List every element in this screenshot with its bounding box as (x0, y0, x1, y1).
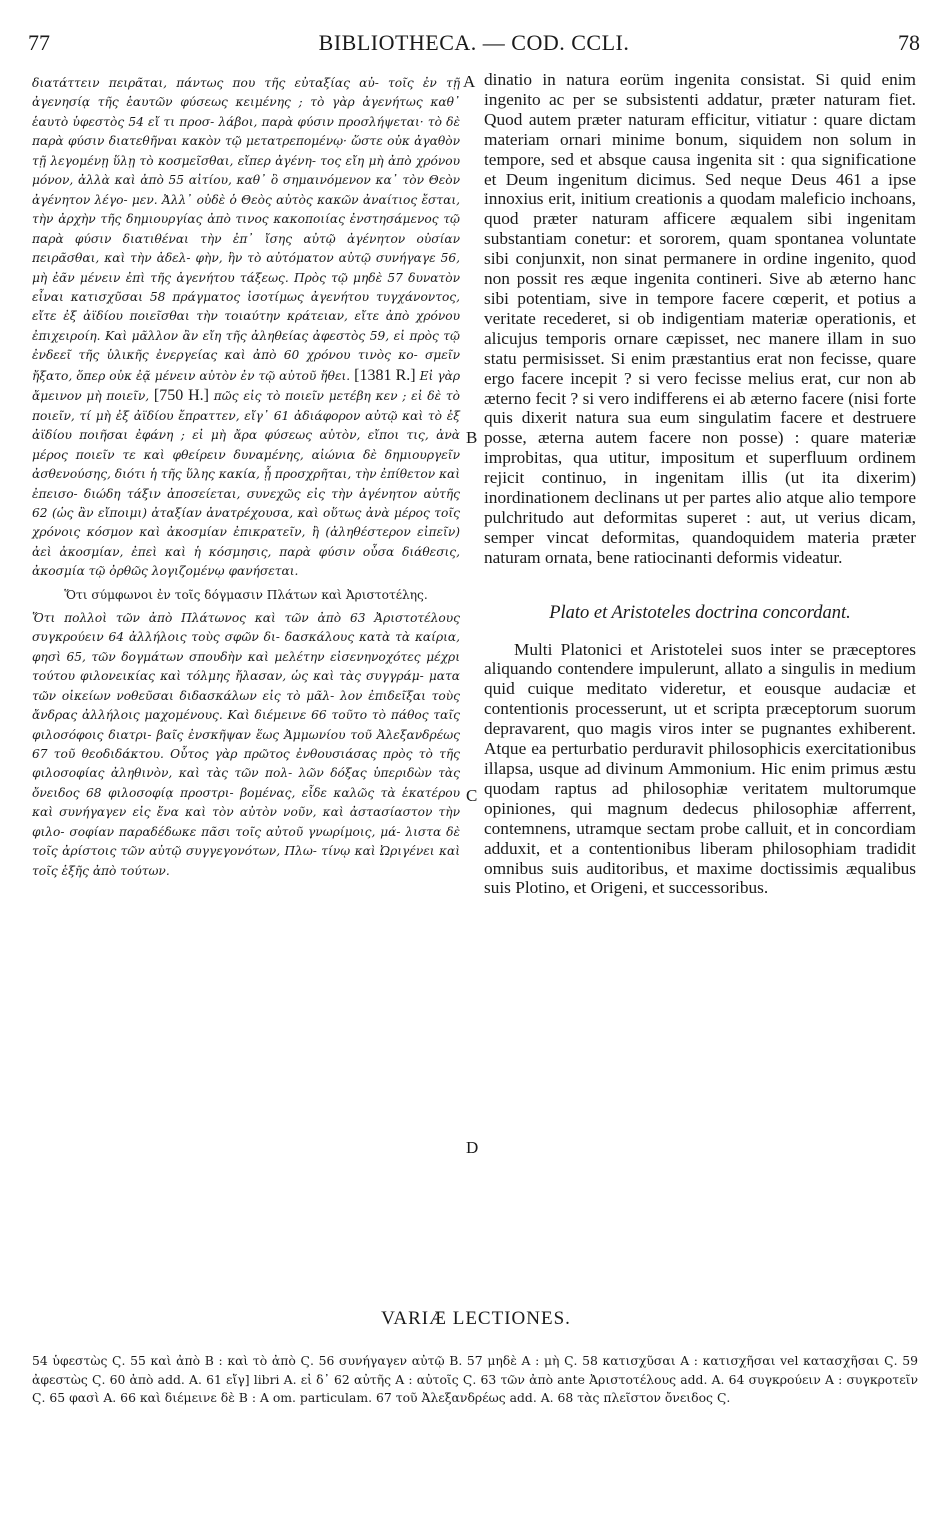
greek-paragraph (32, 74, 460, 582)
page-reference: [750 H.] (153, 387, 210, 405)
critical-apparatus: 54 ὑφεστὼς Ϛ. 55 καὶ ἀπὸ B : καὶ τὸ ἀπὸ Ϛ. 56 συνήγαγεν αὐτῷ B. 57 μηδὲ A : μὴ Ϛ. 58 κατισχῦσαι A : κατισχῆσαι vel κατασχῆσαι Ϛ. 59 ἀφεστὼς Ϛ. 60 ἀπὸ add. A. 61 εἴγ] libri A. εἰ δ᾽ 62 αὐτῆς A : αὐτοῖς Ϛ. 63 τῶν ἀπὸ ante Ἀριστοτέλους add. A. 64 συγκρούειν A : συγκροτεῖν Ϛ. 65 φασὶ A. 66 καὶ διέμεινε δὲ B : A om. particulam. 67 τοῦ Ἀλεξανδρέως add. A. 68 τὰς πλεῖστον ὄνειδος Ϛ. (32, 1353, 918, 1405)
margin-letter-a: A (463, 72, 476, 91)
margin-letter-d: D (466, 1138, 479, 1157)
variae-lectiones-title: VARIÆ LECTIONES. (381, 1308, 571, 1329)
greek-text: Εἰ γὰρ ἄμεινον μὴ ποιεῖν, (32, 368, 461, 404)
latin-section-title: Plato et Aristoteles doctrina concordant. (549, 602, 851, 623)
latin-column (484, 70, 916, 898)
greek-paragraph: Ὅτι πολλοὶ τῶν ἀπὸ Πλάτωνος καὶ τῶν ἀπὸ 63 Ἀριστοτέλους συγκρούειν 64 ἀλλήλοις τοὺς σφῶν δι- δασκάλους κατὰ τὰ καίρια, φησὶ 65, τῶν δογμάτων σπουδὴν καὶ μελέτην εἰσενηνοχότες μέχρι τούτου φιλονεικίας καὶ τόλμης ἤλασαν, ὡς καὶ τὰς συγγράμ- ματα τῶν οἰκείων νοθεῦσαι διδασκάλων εἰς τὸ μᾶλ- λον ἐπιδεῖξαι τοὺς ἄνδρας ἀλλήλοις μαχομένους. Καὶ διέμεινε 66 τοῦτο τὸ πάθος ταῖς φιλοσόφοις διατρι- βαῖς ἐνσκῆψαν ἕως Ἀμμωνίου τοῦ Ἀλεξανδρέως 67 τοῦ θεοδιδάκτου. Οὗτος γὰρ πρῶτος ἐνθουσιάσας πρὸς τὸ τῆς φιλοσοφίας ἀληθινὸν, καὶ τὰς τῶν πολ- λῶν δόξας ὑπεριδὼν τὰς ὄνειδος 68 φιλοσοφίᾳ προστρι- βομένας, εἶδε καλῶς τὰ ἑκατέρου καὶ συνήγαγεν εἰς ἕνα καὶ τὸν αὐτὸν νοῦν, καὶ ἀστασίαστον τὴν φιλο- σοφίαν παραδέδωκε πᾶσι τοῖς αὐτοῦ γνωρίμοις, μά- λιστα δὲ τοῖς ἀρίστοις τῶν αὐτῷ συγγεγονότων, Πλω- τίνῳ καὶ Ὠριγένει καὶ τοῖς ἑξῆς ἀπὸ τούτων. (32, 610, 460, 878)
running-title: BIBLIOTHECA. — COD. CCLI. (318, 30, 630, 55)
margin-letter-c: C (466, 786, 478, 805)
greek-section-title: Ὅτι σύμφωνοι ἐν τοῖς δόγμασιν Πλάτων καὶ Ἀριστοτέλης. (64, 587, 428, 602)
greek-text: πῶς εἰς τὸ ποιεῖν μετέβη κεν ; εἰ δὲ τὸ ποιεῖν, τί μὴ ἐξ ἀϊδίου ἔπραττεν, εἴγ᾽ 61 ἀδιάφορον αὐτῷ καὶ τὸ ἐξ ἀϊδίου ποιῆσαι ἐφάνη ; εἰ μὴ ἄρα φύσεως αὐτὸν, εἴποι τις, ἀνὰ μέρος ποιεῖν τε καὶ φθείρειν δυναμένης, αἰώνια δὲ δημιουργεῖν ἀσθενούσης, διότι ἡ τῆς ὕλης κακία, ᾗ προσχρῆται, τὴν ἐπίθετον καὶ ἐπεισο- διώδη τάξιν ἀποσείεται, συνεχῶς εἰς τὴν ἀγένητον αὐτῆς 62 (ὡς ἂν εἴποιμι) ἀταξίαν ἀνατρέχουσα, καὶ οὕτως ἀνὰ μέρος τοῖς χρόνοις κόσμον καὶ ἀκοσμίαν ἐπικρατεῖν, ἢ (ἀληθέστερον εἰπεῖν) ἀεὶ ἀκοσμίαν, ἐπεὶ καὶ ἡ κόσμησις, παρὰ φύσιν οὖσα διάθεσις, ἀκοσμία τῷ ὀρθῶς λογιζομένῳ φανήσεται. (32, 389, 461, 579)
greek-column (32, 74, 460, 881)
page-reference: [1381 R.] (354, 366, 416, 384)
latin-paragraph: dinatio in natura eorüm ingenita consistat. Si quid enim ingenito ac per se subsistenti addatur, præter naturam fiet. Quod autem præter naturam efficitur, vitiatur : quare dictam materiam ornari minime bonum, siquidem non solum in tempore, sed et absque causa ingenita sit : qua significatione et Deum ingenitum dicimus. Sed neque Deus 461 a ipse innoxius erit, initium creationis a quodam maleficio inchoans, quod præter naturam afficere æqualem sibi ingenitam substantiam conetur: et sororem, quam spontanea voluntate sibi conjunxit, non sinat permanere in ordine ingenito, quod non possit res æque ingenita contineri. Sive ab æterno hanc sibi potentiam, sive in tempore facere cœperit, et potius a veritate recederet, si ob indigentiam materiæ operationis, et alicujus temporis ornare cæpisset, nec manere illam in suo statu permisisset. Si enim præstantius erat non fecisse, quare ergo facere incepit ? si vero fecisse melius erat, cur non ab æterno fecit ? si vero indifferens ei ab æterno facere (nisi forte quis dixerit natura sua eum singulatim facere et destruere posse, æterna autem facere non posse) : quare materiæ improbitas, qua utitur, impositum et superfluum ordinem rejicit continuo, in ingenitam illis (ut ita dixerim) inordinationem declinans ut per partes alio atque alio tempore pulchritudo aut deformitas superet : aut, ut verius dicam, semper vincat deformitas, quandoquidem materia præter naturam ornata, bene ratiocinanti deformis videatur. (484, 70, 916, 567)
greek-text: διατάττειν πειρᾶται, πάντως που τῆς εὐταξίας αὐ- τοῖς ἐν τῇ ἀγενησίᾳ τῆς ἑαυτῶν φύσεως κειμένης ; τὸ γὰρ ἀγενήτως καθ᾽ ἑαυτὸ ὑφεστὸς 54 εἴ τι προσ- λάβοι, παρὰ φύσιν προσλήψεται· τὸ δὲ παρὰ φύσιν διατεθῆναι κακὸν τῷ μετατρεπομένῳ· ὥστε οὐκ ἀγαθὸν τῇ λεγομένῃ ὕλῃ τὸ κοσμεῖσθαι, εἴπερ ἀγένη- τος εἴη μὴ ἀπὸ χρόνου μόνον, ἀλλὰ καὶ ἀπὸ 55 αἰτίου, καθ᾽ ὃ σημαινόμενον κα᾽ τὸν Θεὸν ἀγένητον λέγο- μεν. Ἀλλ᾽ οὐδὲ ὁ Θεὸς αὐτὸς κακῶν ἀναίτιος ἔσται, τὴν ἀρχὴν τῆς δημιουργίας ἀπὸ τινος κακοποιίας ἐνστησάμενος τῷ παρὰ φύσιν διατιθέναι τὴν ἐπ᾽ ἴσης αὐτῷ ἀγένητον οὐσίαν πειρᾶσθαι, καὶ τὴν ἀδελ- φὴν, ἣν τὸ αὐτόματον αὐτῷ συνήγαγε 56, μὴ ἐᾶν μένειν ἐπὶ τῆς ἀγενήτου τάξεως. Πρὸς τῷ μηδὲ 57 δυνατὸν εἶναι κατισχῦσαι 58 πράγματος ἰσοτίμως ἀγενήτου τυγχάνοντος, εἴτε ἐξ ἀϊδίου ποιεῖσθαι τὴν τοιαύτην κράτειαν, εἴτε ἀπὸ χρόνου ἐπιχειροίη. Καὶ μᾶλλον ἂν εἴη τῆς ἀληθείας ἀφεστὸς 59, εἰ πρὸς τῷ ἐνδεεῖ τῆς ὑλικῆς ἐνεργείας καὶ ἀπὸ 60 χρόνου τινὸς κο- σμεῖν ἤξατο, ὅπερ οὐκ ἐᾷ μένειν αὐτὸν ἐν τῷ αὐτοῦ ἤθει. (32, 76, 460, 383)
page-number-left: 77 (28, 30, 50, 55)
page-header (28, 30, 920, 66)
latin-paragraph: Multi Platonici et Aristotelei suos inter se præceptores aliquando contendere impulerunt, allato a singulis in medium quid cuique meditato videretur, et eousque audaciæ et contentionis processerunt, ut et scripta præceptorum suorum depravarent, quo magis viros inter se pugnantes exhiberent. Atque ea perturbatio perduravit philosophicis exercitationibus illapsa, usque ad divinum Ammonium. Hic enim primus æstu quodam raptus ad philosophiæ veritatem multorumque opiniones, qui magnum dedecus philosophiæ afferrent, contemnens, utramque sectam probe calluit, et in concordiam adduxit, et a contentionibus liberam philosophiam tradidit omnibus suis auditoribus, et maxime doctissimis æqualibus suis Plotino, et Origeni, et successoribus. (484, 639, 916, 898)
page-number-right: 78 (898, 30, 920, 55)
margin-letter-b: B (466, 428, 478, 447)
